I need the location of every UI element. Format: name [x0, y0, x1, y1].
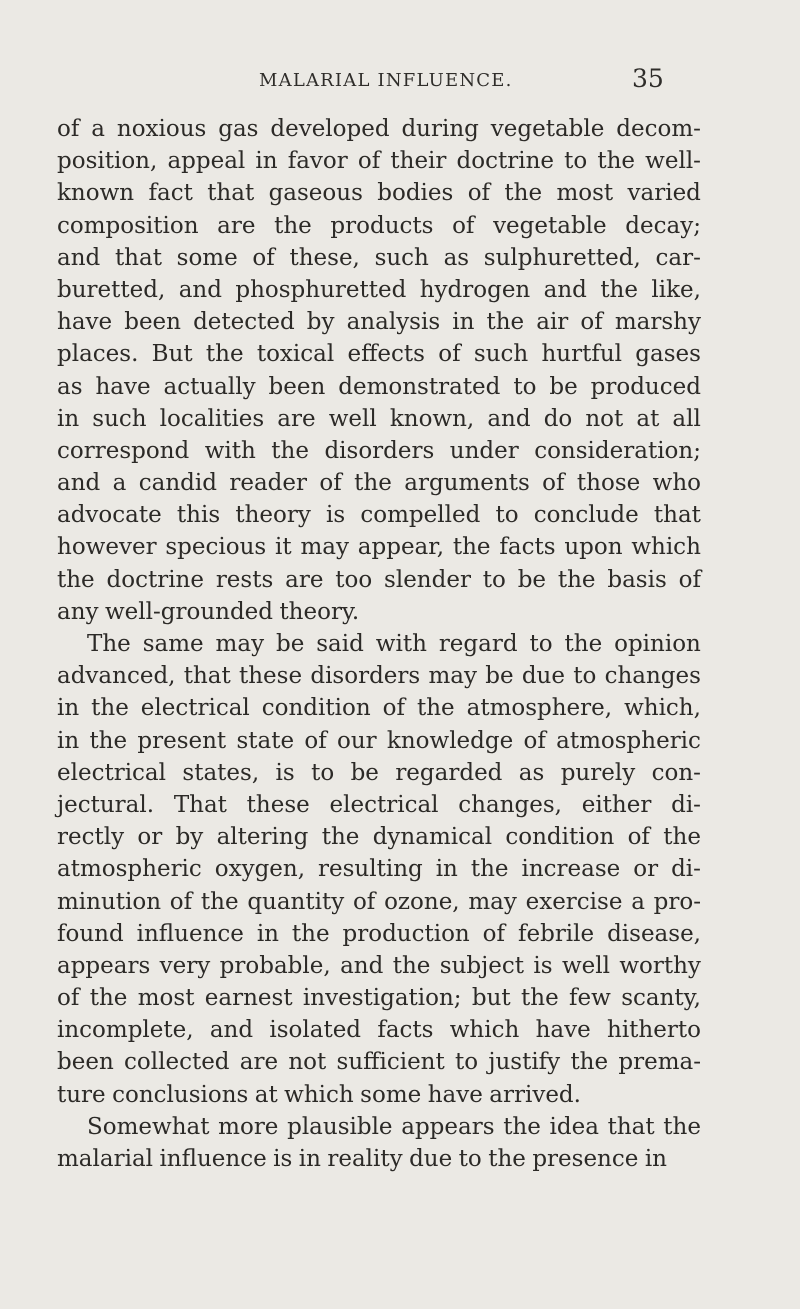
text-line: position, appeal in favor of their doctrine to the well- [57, 148, 701, 175]
text-line: have been detected by analysis in the air of marshy [57, 309, 701, 336]
text-line: been collected are not sufficient to justify the prema- [57, 1049, 701, 1076]
text-line: of the most earnest investigation; but the few scanty, [57, 985, 701, 1012]
text-line: places. But the toxical effects of such hurtful gases [57, 341, 701, 368]
text-line: any well-grounded theory. [57, 598, 360, 625]
text-line: however specious it may appear, the facts upon which [57, 534, 701, 561]
text-line: the doctrine rests are too slender to be the basis of [57, 566, 701, 593]
text-line: in the present state of our knowledge of atmospheric [57, 727, 701, 754]
text-line: malarial influence is in reality due to the presence in [57, 1146, 667, 1172]
text-line: known fact that gaseous bodies of the most varied [57, 180, 701, 207]
page-number: 35 [632, 64, 664, 93]
text-line: electrical states, is to be regarded as purely con- [57, 759, 701, 786]
text-line: ture conclusions at which some have arrived. [57, 1081, 581, 1108]
text-line: Somewhat more plausible appears the idea that the [87, 1113, 701, 1140]
text-line: and a candid reader of the arguments of those who [57, 470, 701, 497]
text-line: correspond with the disorders under consideration; [57, 437, 701, 464]
text-line: buretted, and phosphuretted hydrogen and the like, [57, 276, 701, 303]
text-line: in such localities are well known, and do not at all [57, 405, 701, 432]
text-line: composition are the products of vegetable decay; [57, 212, 701, 239]
text-line: found influence in the production of febrile disease, [57, 920, 701, 947]
text-line: The same may be said with regard to the opinion [87, 631, 701, 657]
running-header: MALARIAL INFLUENCE. [259, 70, 513, 91]
text-line: as have actually been demonstrated to be produced [57, 373, 701, 400]
text-line: jectural. That these electrical changes, either di- [57, 791, 701, 818]
text-line: advocate this theory is compelled to conclude that [57, 502, 701, 529]
text-line: incomplete, and isolated facts which have hitherto [57, 1017, 701, 1044]
text-line: in the electrical condition of the atmosphere, which, [57, 695, 701, 722]
text-line: and that some of these, such as sulphuretted, car- [57, 244, 701, 271]
text-line: atmospheric oxygen, resulting in the increase or di- [57, 856, 701, 883]
text-line: rectly or by altering the dynamical condition of the [57, 824, 701, 851]
text-line: appears very probable, and the subject is well worthy [57, 952, 701, 979]
body-text [57, 113, 701, 1175]
text-line: of a noxious gas developed during vegetable decom- [57, 116, 701, 142]
text-line: minution of the quantity of ozone, may exercise a pro- [57, 888, 701, 915]
text-line: advanced, that these disorders may be due to changes [57, 663, 701, 690]
